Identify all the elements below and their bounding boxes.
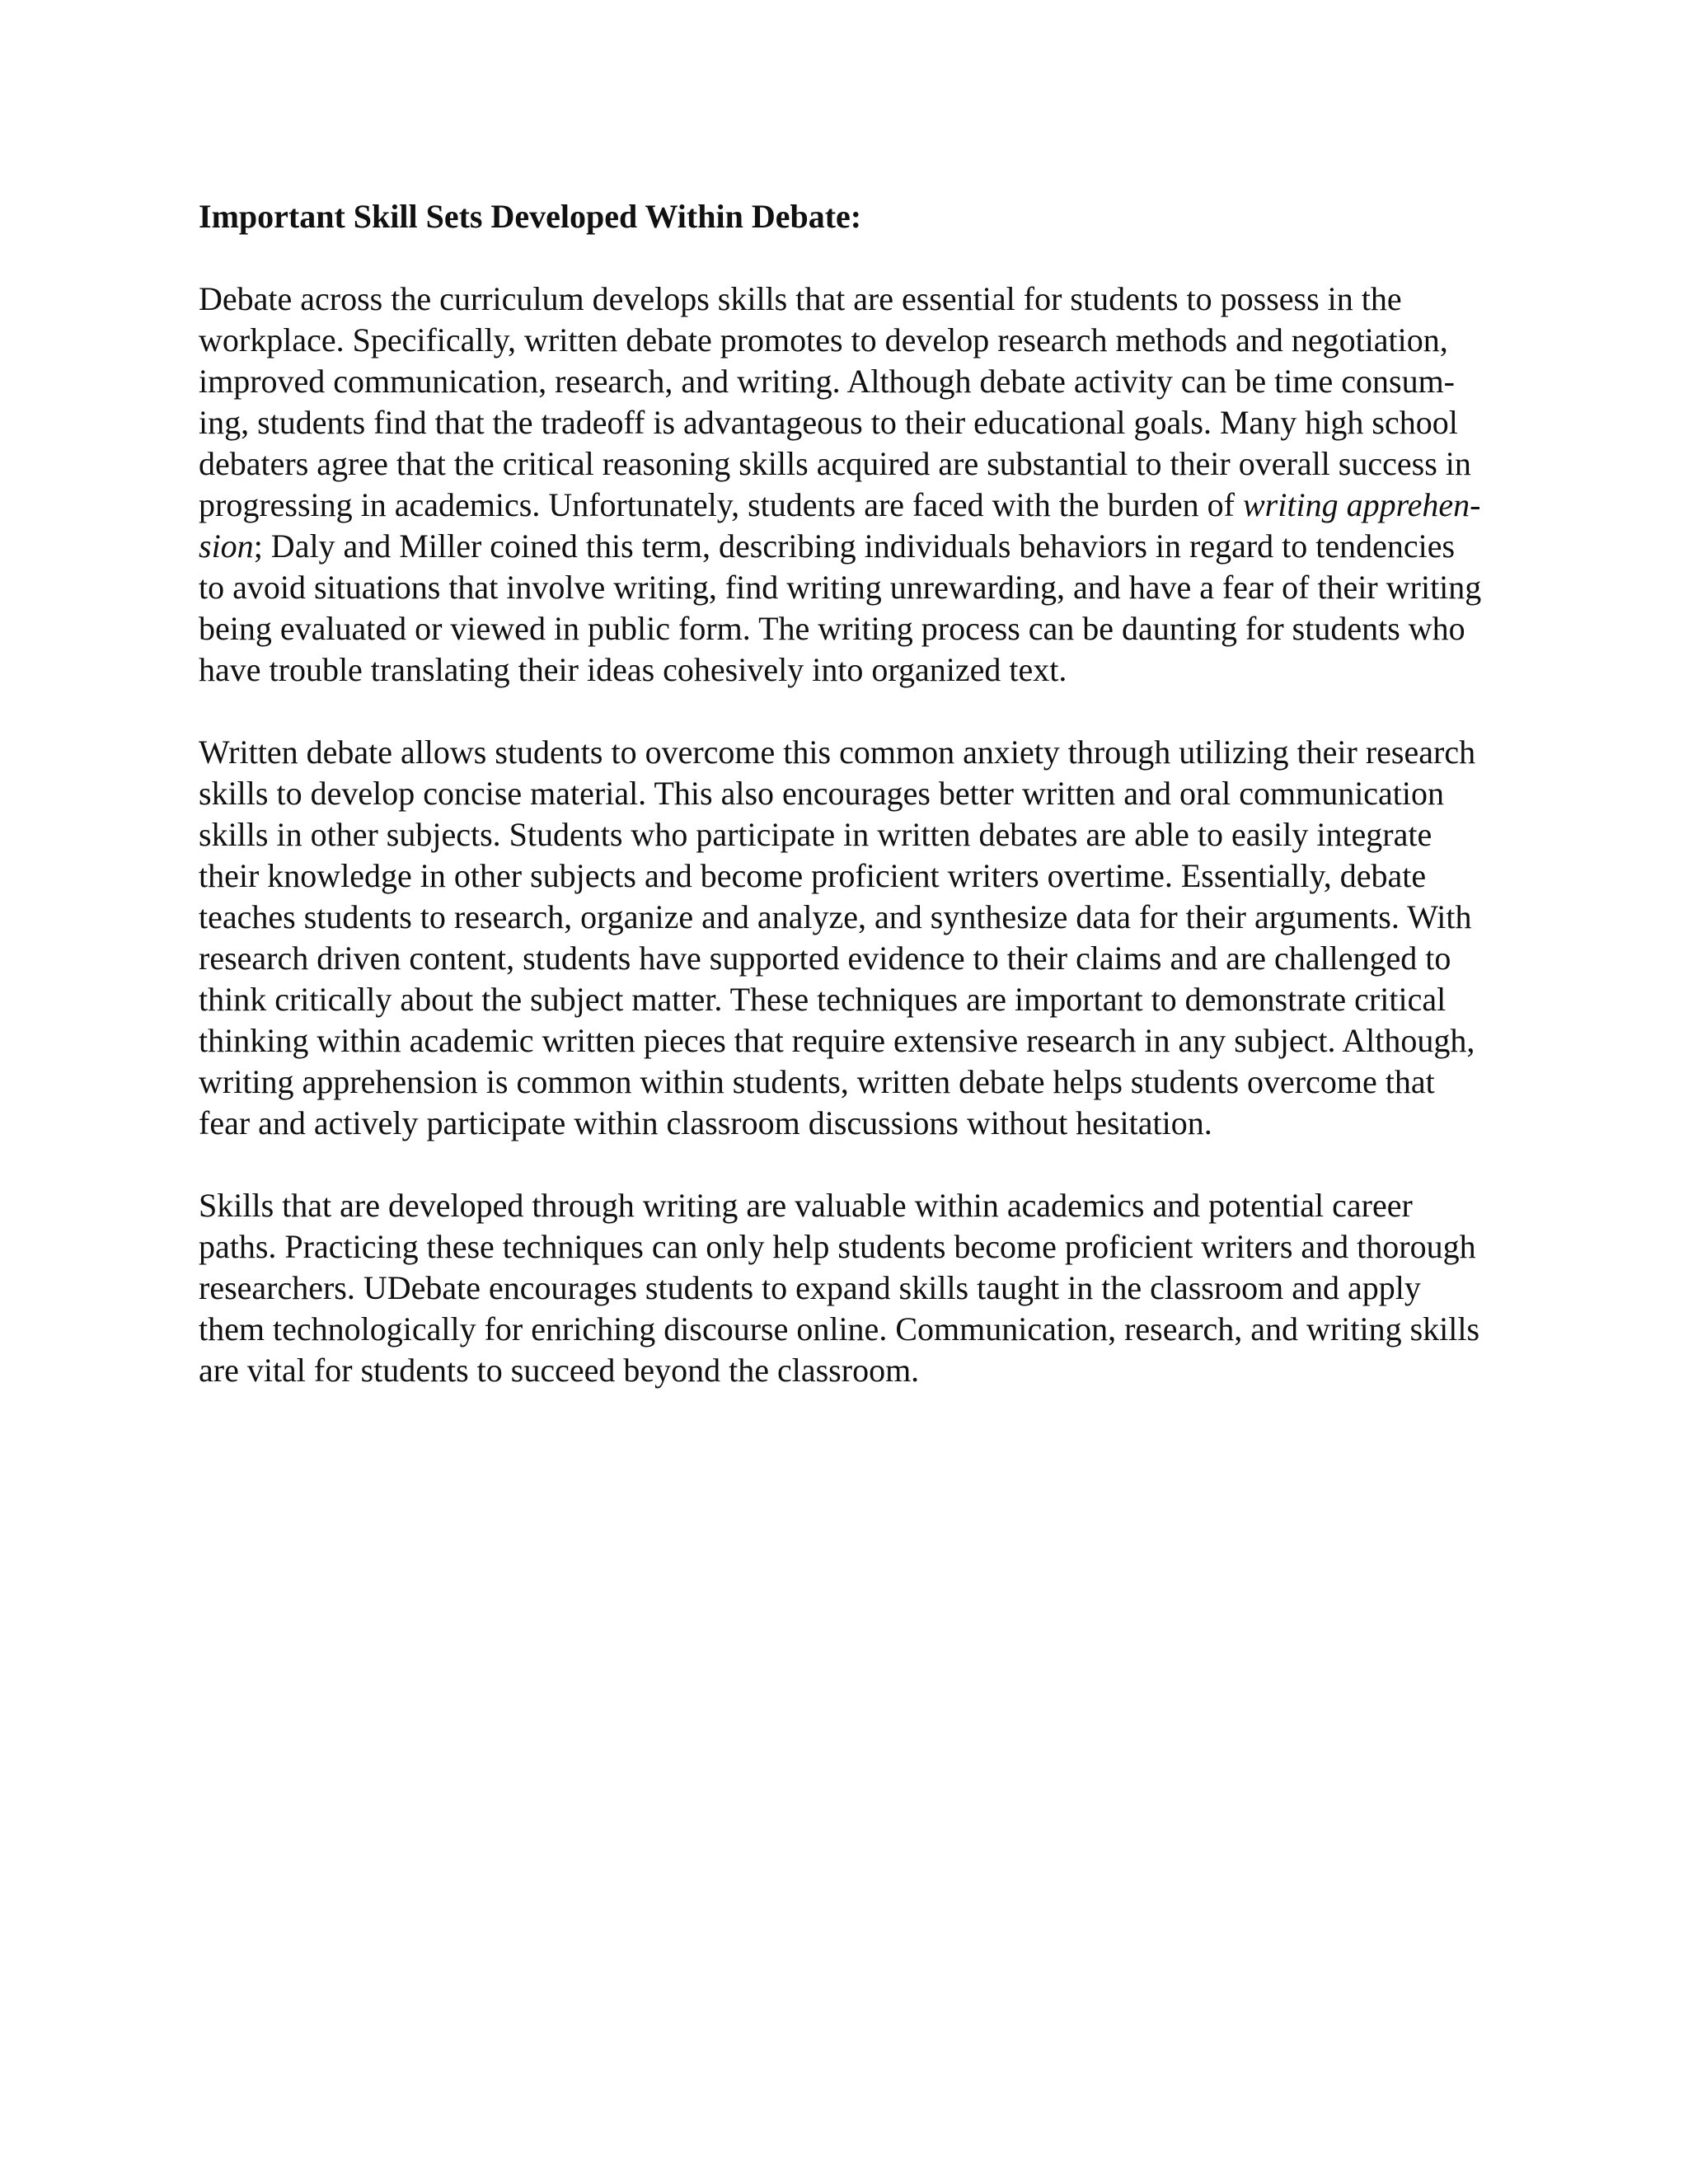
paragraph-line [199, 526, 1501, 567]
paragraph-line: their knowledge in other subjects and become proficient writers overtime. Essentially, debate [199, 857, 1427, 894]
paragraph-line: debaters agree that the critical reasoning skills acquired are substantial to their overall success in [199, 445, 1471, 482]
paragraph-line: Written debate allows students to overcome this common anxiety through utilizing their research [199, 733, 1476, 771]
paragraph-line: are vital for students to succeed beyond the classroom. [199, 1352, 920, 1389]
italic-term: writing apprehen- [1243, 486, 1481, 523]
paragraph-line: paths. Practicing these techniques can only help students become proficient writers and thorough [199, 1228, 1476, 1265]
paragraph-line: teaches students to research, organize and analyze, and synthesize data for their arguments. With [199, 898, 1472, 935]
paragraph-3 [199, 1185, 1501, 1391]
paragraph-line: fear and actively participate within classroom discussions without hesitation. [199, 1104, 1212, 1141]
paragraph-text: ; Daly and Miller coined this term, describing individuals behaviors in regard to tendencies [253, 527, 1456, 565]
section-heading: Important Skill Sets Developed Within Debate: [199, 198, 862, 235]
paragraph-line: Debate across the curriculum develops skills that are essential for students to possess in the [199, 280, 1402, 317]
paragraph-line: them technologically for enriching discourse online. Communication, research, and writing skills [199, 1310, 1480, 1347]
paragraph-line: skills in other subjects. Students who participate in written debates are able to easily integrate [199, 816, 1432, 853]
document-body [199, 196, 1501, 1432]
paragraph-line: to avoid situations that involve writing, find writing unrewarding, and have a fear of their writing [199, 569, 1482, 606]
paragraph-line: ing, students find that the tradeoff is advantageous to their educational goals. Many high school [199, 404, 1458, 441]
paragraph-line: research driven content, students have supported evidence to their claims and are challenged to [199, 940, 1451, 977]
paragraph-line: think critically about the subject matter. These techniques are important to demonstrate critical [199, 981, 1447, 1018]
paragraph-line: writing apprehension is common within students, written debate helps students overcome that [199, 1063, 1435, 1100]
paragraph-line: being evaluated or viewed in public form. The writing process can be daunting for students who [199, 610, 1465, 647]
paragraph-line [199, 485, 1501, 526]
paragraph-line: improved communication, research, and writing. Although debate activity can be time consum- [199, 363, 1456, 400]
paragraph-line: researchers. UDebate encourages students to expand skills taught in the classroom and apply [199, 1269, 1421, 1306]
paragraph-line: skills to develop concise material. This also encourages better written and oral communication [199, 775, 1445, 812]
paragraph-text: progressing in academics. Unfortunately, students are faced with the burden of [199, 486, 1243, 523]
paragraph-line: thinking within academic written pieces that require extensive research in any subject. Although, [199, 1022, 1475, 1059]
italic-term: sion [199, 527, 254, 565]
paragraph-line: Skills that are developed through writing are valuable within academics and potential career [199, 1187, 1413, 1224]
paragraph-2 [199, 732, 1501, 1144]
paragraph-line: workplace. Specifically, written debate promotes to develop research methods and negotiation, [199, 321, 1448, 359]
paragraph-1 [199, 279, 1501, 691]
paragraph-line: have trouble translating their ideas cohesively into organized text. [199, 651, 1067, 688]
